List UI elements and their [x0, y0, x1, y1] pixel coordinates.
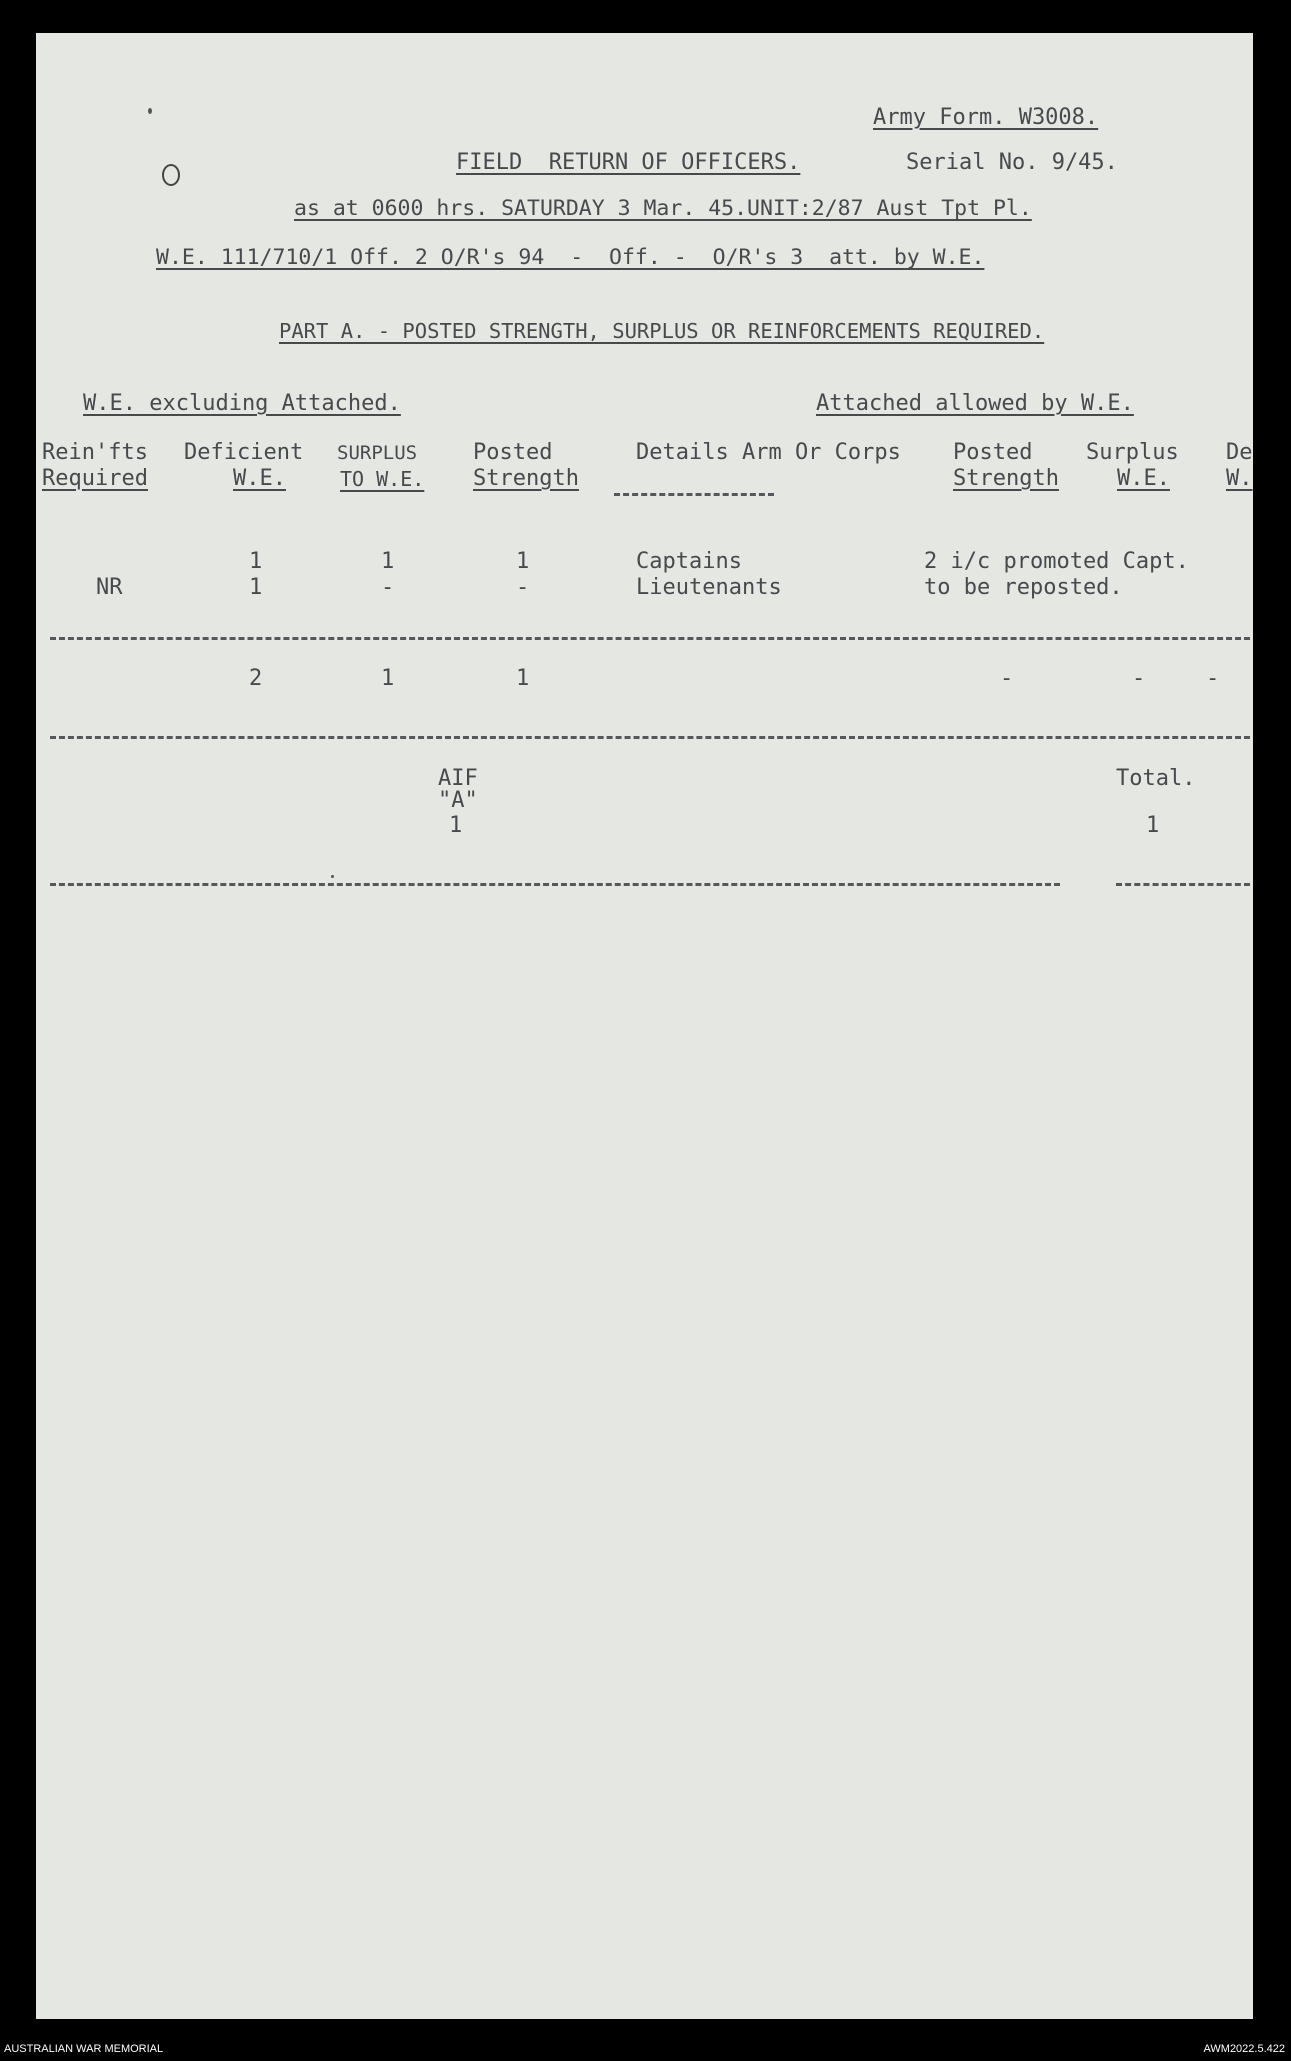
cell-surplus: 1 — [381, 549, 395, 574]
header-attached-deficient-we: W. — [1226, 466, 1253, 491]
header-required: Required — [42, 466, 148, 491]
document-page — [36, 33, 1253, 2019]
total-surplus: 1 — [381, 666, 395, 691]
footer-accession-number: AWM2022.5.422 — [1203, 2043, 1285, 2055]
header-attached-surplus-we: W.E. — [1117, 466, 1170, 491]
cell-posted: 1 — [516, 549, 530, 574]
document-title: FIELD RETURN OF OFFICERS. — [456, 150, 801, 175]
part-a-heading: PART A. - POSTED STRENGTH, SURPLUS OR REINFORCEMENTS REQUIRED. — [279, 319, 1045, 343]
header-attached-posted: Posted — [953, 440, 1033, 465]
cell-reinf: NR — [96, 575, 123, 600]
cell-details: Lieutenants — [636, 575, 782, 600]
cell-posted: - — [516, 575, 530, 600]
summary-separator — [50, 883, 1060, 886]
header-strength: Strength — [473, 466, 579, 491]
header-posted: Posted — [473, 440, 553, 465]
as-at-line: as at 0600 hrs. SATURDAY 3 Mar. 45.UNIT:2/87 Aust Tpt Pl. — [294, 196, 1032, 221]
total-attached-deficient: - — [1206, 666, 1220, 691]
aif-value: 1 — [449, 813, 463, 838]
section-we-excluding-attached: W.E. excluding Attached. — [83, 391, 401, 416]
section-attached-allowed: Attached allowed by W.E. — [816, 391, 1134, 416]
cell-surplus: - — [381, 575, 395, 600]
total-posted: 1 — [516, 666, 530, 691]
paper-speck — [331, 875, 334, 878]
total-deficient: 2 — [249, 666, 263, 691]
total-attached-surplus: - — [1132, 666, 1146, 691]
summary-separator — [1116, 883, 1250, 886]
cell-details: Captains — [636, 549, 742, 574]
row-separator — [50, 736, 1250, 739]
form-number: Army Form. W3008. — [873, 105, 1099, 130]
header-to-we: TO W.E. — [340, 467, 425, 491]
punch-hole — [162, 164, 180, 186]
footer-attribution: AUSTRALIAN WAR MEMORIAL — [4, 2043, 164, 2055]
header-details-arm-or-corps: Details Arm Or Corps — [636, 440, 901, 465]
remark-line-1: 2 i/c promoted Capt. — [924, 549, 1189, 574]
header-deficient: Deficient — [184, 440, 304, 465]
remark-line-2: to be reposted. — [924, 575, 1123, 600]
header-attached-deficient: De — [1226, 440, 1253, 465]
we-line: W.E. 111/710/1 Off. 2 O/R's 94 - Off. - O/R's 3 att. by W.E. — [156, 245, 985, 270]
total-value: 1 — [1146, 813, 1160, 838]
header-rule — [614, 493, 774, 496]
header-reinfts: Rein'fts — [42, 440, 148, 465]
total-attached-posted: - — [1000, 666, 1014, 691]
header-deficient-we: W.E. — [233, 466, 286, 491]
aif-sub-label: "A" — [438, 788, 478, 813]
header-surplus: SURPLUS — [337, 442, 418, 464]
cell-deficient: 1 — [249, 549, 263, 574]
total-label: Total. — [1116, 766, 1196, 791]
serial-number: Serial No. 9/45. — [906, 150, 1118, 175]
paper-speck — [148, 108, 152, 114]
aif-label: AIF — [438, 766, 478, 791]
cell-deficient: 1 — [249, 575, 263, 600]
header-attached-strength: Strength — [953, 466, 1059, 491]
row-separator — [50, 637, 1250, 640]
header-attached-surplus: Surplus — [1086, 440, 1179, 465]
